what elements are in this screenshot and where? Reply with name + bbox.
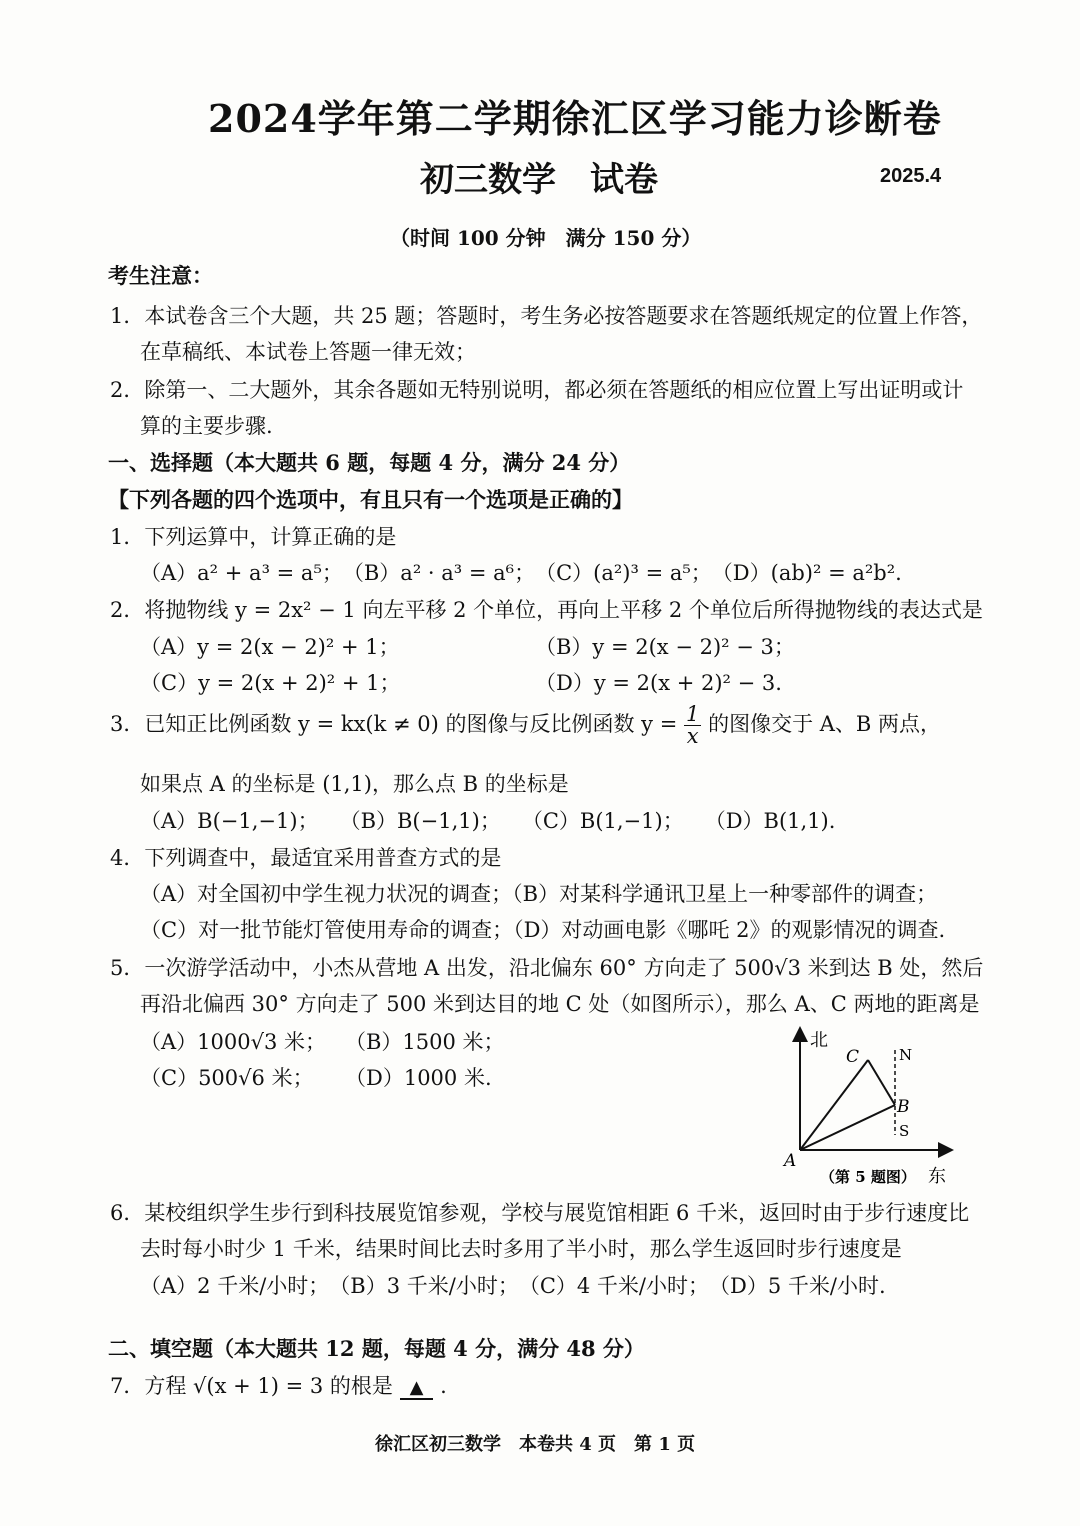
q2-option-c: （C）y = 2(x + 2)² + 1；	[140, 671, 401, 695]
q3-frac-numerator: 1	[686, 702, 700, 726]
segment-bc	[868, 1060, 895, 1105]
q3-stem-post: 的图像交于 A、B 两点，	[708, 712, 942, 736]
label-north: 北	[810, 1030, 828, 1051]
q5-option-a: （A）1000√3 米；	[140, 1030, 327, 1054]
q5-option-d: （D）1000 米.	[345, 1066, 492, 1090]
q3-fraction	[684, 704, 701, 747]
notice-heading: 考生注意：	[108, 263, 213, 288]
q2-option-d: （D）y = 2(x + 2)² − 3.	[535, 671, 782, 695]
q5-option-c: （C）500√6 米；	[140, 1066, 314, 1090]
q5-line2: 再沿北偏西 30° 方向走了 500 米到达目的地 C 处（如图所示），那么 A、C 两地的距离是	[140, 992, 980, 1016]
exam-subtitle: 初三数学 试卷	[420, 160, 658, 200]
label-b: B	[897, 1097, 910, 1117]
q3-options: （A）B(−1,−1)； （B）B(−1,1)； （C）B(1,−1)； （D）B(1,1).	[140, 809, 836, 833]
label-a: A	[784, 1151, 797, 1171]
q2-option-b: （B）y = 2(x − 2)² − 3；	[535, 635, 795, 659]
q4-options-line2: （C）对一批节能灯管使用寿命的调查；（D）对动画电影《哪吒 2》的观影情况的调查.	[140, 918, 946, 942]
page-footer: 徐汇区初三数学 本卷共 4 页 第 1 页	[375, 1434, 696, 1455]
q1-stem: 1．下列运算中，计算正确的是	[110, 525, 397, 549]
label-n: N	[899, 1046, 913, 1064]
exam-title: 2024学年第二学期徐汇区学习能力诊断卷	[208, 96, 942, 141]
q2-stem: 2．将抛物线 y = 2x² − 1 向左平移 2 个单位，再向上平移 2 个单位后所得抛物线的表达式是	[110, 598, 983, 622]
q6-options: （A）2 千米/小时； （B）3 千米/小时； （C）4 千米/小时； （D）5 千米/小时.	[140, 1274, 886, 1298]
section2-heading: 二、填空题（本大题共 12 题，每题 4 分，满分 48 分）	[108, 1336, 645, 1361]
q2-option-a: （A）y = 2(x − 2)² + 1；	[140, 635, 400, 659]
q3-frac-denominator: x	[686, 724, 699, 748]
notice-item: 算的主要步骤.	[140, 414, 273, 438]
label-s: S	[899, 1122, 910, 1140]
q3-stem	[110, 704, 941, 747]
q3-line2: 如果点 A 的坐标是 (1,1)，那么点 B 的坐标是	[140, 772, 569, 796]
figure-caption: （第 5 题图）	[820, 1168, 916, 1186]
section1-instruction: 【下列各题的四个选项中，有且只有一个选项是正确的】	[108, 487, 633, 512]
notice-item: 在草稿纸、本试卷上答题一律无效；	[140, 340, 476, 364]
q6-line2: 去时每小时少 1 千米，结果时间比去时多用了半小时，那么学生返回时步行速度是	[140, 1237, 902, 1261]
section1-heading: 一、选择题（本大题共 6 题，每题 4 分，满分 24 分）	[108, 450, 631, 475]
segment-ab	[800, 1105, 895, 1150]
q7-stem-post: .	[440, 1374, 447, 1398]
label-c: C	[846, 1047, 860, 1067]
exam-date: 2025.4	[880, 165, 942, 187]
q3-stem-pre: 3．已知正比例函数 y = kx(k ≠ 0) 的图像与反比例函数 y =	[110, 712, 678, 736]
q4-stem: 4．下列调查中，最适宜采用普查方式的是	[110, 846, 502, 870]
q7-stem-pre: 7．方程 √(x + 1) = 3 的根是	[110, 1374, 393, 1398]
q4-options-line1: （A）对全国初中学生视力状况的调查；（B）对某科学通讯卫星上一种零部件的调查；	[140, 882, 938, 906]
answer-blank: ▲	[400, 1377, 434, 1400]
q7-stem	[110, 1370, 447, 1400]
q5-figure	[780, 1020, 980, 1190]
time-info: （时间 100 分钟 满分 150 分）	[390, 226, 702, 250]
q1-options: （A）a² + a³ = a⁵； （B）a² · a³ = a⁶； （C）(a²)³ = a⁵； （D）(ab)² = a²b².	[140, 561, 902, 585]
notice-item: 2．除第一、二大题外，其余各题如无特别说明，都必须在答题纸的相应位置上写出证明或计	[110, 378, 964, 402]
label-east: 东	[928, 1166, 946, 1187]
q5-option-b: （B）1500 米；	[345, 1030, 505, 1054]
q6-line1: 6．某校组织学生步行到科技展览馆参观，学校与展览馆相距 6 千米，返回时由于步行速度比	[110, 1201, 970, 1225]
notice-item: 1．本试卷含三个大题，共 25 题；答题时，考生务必按答题要求在答题纸规定的位置上作答，	[110, 304, 983, 328]
segment-ac	[800, 1060, 868, 1150]
q5-line1: 5．一次游学活动中，小杰从营地 A 出发，沿北偏东 60° 方向走了 500√3 米到达 B 处，然后	[110, 956, 984, 980]
